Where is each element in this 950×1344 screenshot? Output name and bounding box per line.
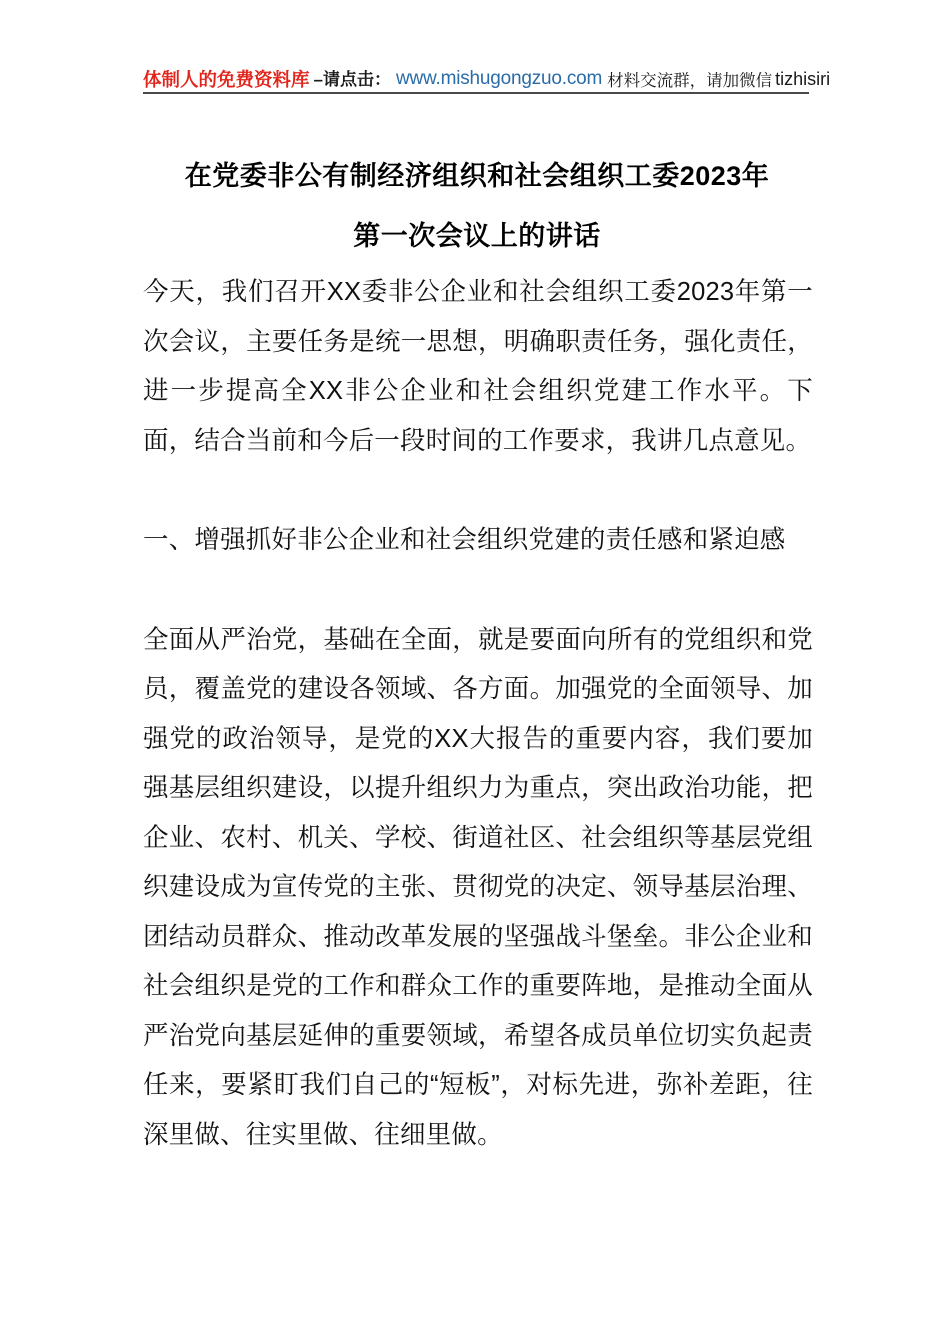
paragraph-section-1-body: 全面从严治党，基础在全面，就是要面向所有的党组织和党员，覆盖党的建设各领域、各方面。加强党的全面领导、加强党的政治领导，是党的XX大报告的重要内容，我们要加强基层组织建设，以提升组织力为重点，突出政治功能，把企业、农村、机关、学校、街道社区、社会组织等基层党组织建设成为宣传党的主张、贯彻党的决定、领导基层治理、团结动员群众、推动改革发展的坚强战斗堡垒。非公企业和社会组织是党的工作和群众工作的重要阵地，是推动全面从严治党向基层延伸的重要领域，希望各成员单位切实负起责任来，要紧盯我们自己的“短板”，对标先进，弥补差距，往深里做、往实里做、往细里做。 — [143, 625, 813, 1149]
promo-wechat-id: tizhisiri — [775, 69, 831, 90]
promo-brand-text: 体制人的免费资料库 — [143, 68, 310, 90]
document-body — [143, 268, 813, 1160]
promo-url-link[interactable]: www.mishugongzuo.com — [395, 68, 603, 90]
paragraph-intro: 今天，我们召开XX委非公企业和社会组织工委2023年第一次会议，主要任务是统一思想，明确职责任务，强化责任，进一步提高全XX非公企业和社会组织党建工作水平。下面，结合当前和今后一段时间的工作要求，我讲几点意见。 — [143, 278, 813, 455]
section-heading-1: 一、增强抓好非公企业和社会组织党建的责任感和紧迫感 — [143, 526, 786, 554]
page-title-line-1: 在党委非公有制经济组织和社会组织工委2023年 — [184, 161, 770, 192]
page-title — [143, 146, 811, 266]
promo-group-text: 材料交流群，请加微信 — [607, 71, 773, 90]
page-title-line-2: 第一次会议上的讲话 — [353, 221, 601, 252]
promo-click-prompt: –请点击： — [313, 70, 391, 90]
promo-header-banner — [143, 56, 831, 94]
